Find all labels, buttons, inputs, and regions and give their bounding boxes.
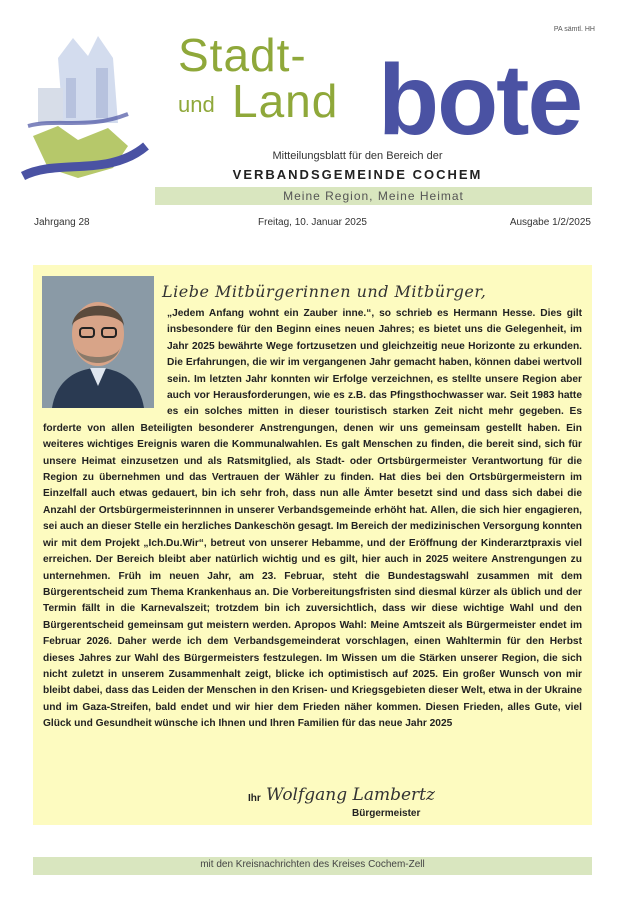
photo-spacer — [43, 306, 167, 410]
signature-title: Bürgermeister — [352, 808, 421, 819]
subtitle: Mitteilungsblatt für den Bereich der — [272, 150, 443, 162]
jahrgang: Jahrgang 28 — [34, 217, 90, 228]
title-land: Land — [232, 75, 339, 127]
issue-date: Freitag, 10. Januar 2025 — [258, 217, 367, 228]
issue-number: Ausgabe 1/2/2025 — [509, 217, 591, 228]
letter-body — [33, 306, 592, 733]
letter-body-text: „Jedem Anfang wohnt ein Zauber inne.“, so schrieb es Hermann Hesse. Dies gilt insbesondere für den Beginn eines neuen Jahres; es bietet uns die Gelegenheit, im Jahr 2025 bewährte Wege fortzusetzen und gleichzeitig neue Horizonte zu erkunden. Die Erfahrungen, die wir im vergangenen Jahr gemacht haben, können dabei wertvoll sein. Im letzten Jahr konnten wir Erfolge verzeichnen, es stellte unsere Region aber auch vor Herausforderungen, wie es z.B. das Pfingsthochwasser war. Seit 1983 hatte es ein solches mitten in dieser touristisch starken Zeit nicht mehr gegeben. Es forderte von allen Beteiligten besonderer Anstrengungen, denen wir uns gemeinsam gestellt haben. Ein weiteres wichtiges Ereignis waren die Kommunalwahlen. Es galt Menschen zu finden, die bereit sind, sich für unsere Heimat einzusetzen und als Ratsmitglied, als Stadt- oder Ortsbürgermeister Verantwortung für die Region zu übernehmen und das Vertrauen der Wähler zu finden. Hat dies bei den Ortsbürgermeistern im Einzelfall auch etwas gedauert, bin ich sehr froh, dass nun alle Ämter besetzt sind und dass sich dabei die Anzahl der Ortsbürgermeisterinnnen in unserer Verbandsgemeinde erhöht hat. Allen, die sich hier engagieren, sei auch an dieser Stelle ein herzliches Dankeschön gesagt. Im Bereich der medizinischen Versorgung konnten wir mit dem Projekt „Ich.Du.Wir“, betreut von unserer Hebamme, und der Eröffnung der Kinderarztpraxis viel erreichen. Der Bereich bleibt aber natürlich wichtig und es gilt, hier auch in 2025 weitere Anstrengungen zu unternehmen. Früh im neuen Jahr, am 23. Februar, steht die Bundestagswahl zusammen mit dem Bürgerentscheid zum Thema Krankenhaus an. Die Vorbereitungsfristen sind diesmal kürzer als üblich und der Termin fällt in die Karnevalszeit; trotzdem bin ich zuversichtlich, dass wir diese wichtige Wahl und den Bürgerentscheid gemeinsam gut meistern werden. Apropos Wahl: Meine Amtszeit als Bürgermeister endet im Februar 2026. Daher werde ich dem Verbandsgemeinderat vorschlagen, einen Wahltermin für den Herbst dieses Jahres zur Wahl des Bürgermeisters festzulegen. Im Wissen um die Stärken unserer Region, die sich nicht zuletzt in unserem Zusammenhalt zeigt, blicke ich optimistisch auf 2025. Ein großer Wunsch von mir bleibt dabei, dass das Leiden der Menschen in den Krisen- und Kriegsgebieten dieser Welt, etwa in der Ukraine und im Gaza-Streifen, bald endet und wir hier dem Frieden näher kommen. Diesen Frieden, alles Gute, viel Glück und Gesundheit wünsche ich Ihnen und Ihren Familien für das neue Jahr 2025 — [43, 308, 582, 730]
verbandsgemeinde-title: VERBANDSGEMEINDE COCHEM — [232, 167, 483, 182]
pa-note: PA sämtl. HH — [553, 26, 595, 33]
signature-ihr: Ihr — [248, 793, 261, 804]
signature-name: Wolfgang Lambertz — [266, 785, 435, 805]
footer-text: mit den Kreisnachrichten des Kreises Cochem-Zell — [200, 859, 425, 870]
title-bote: bote — [378, 44, 582, 156]
title-stadt: Stadt- — [178, 29, 307, 81]
title-und: und — [178, 92, 215, 117]
slogan: Meine Region, Meine Heimat — [283, 189, 464, 203]
letter-greeting: Liebe Mitbürgerinnen und Mitbürger, — [162, 282, 487, 301]
castle-logo — [18, 18, 158, 188]
